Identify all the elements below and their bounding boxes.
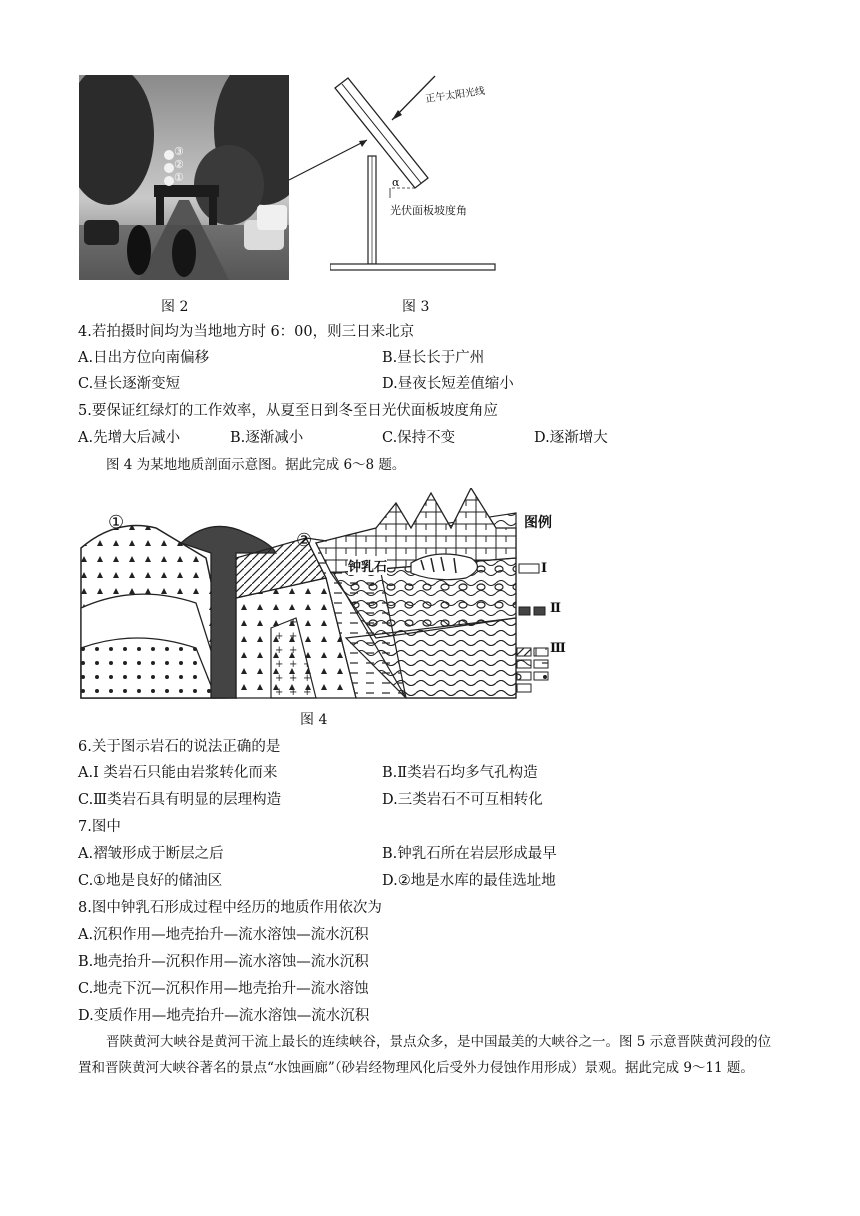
q7-option-a: A.褶皱形成于断层之后 <box>78 846 224 862</box>
q6-option-c: C.Ⅲ类岩石具有明显的层理构造 <box>78 792 282 808</box>
legend-title: 图例 <box>524 515 552 531</box>
marker-2: ② <box>174 158 184 171</box>
q6-option-b: B.Ⅱ类岩石均多气孔构造 <box>382 765 538 781</box>
q6-option-d: D.三类岩石不可互相转化 <box>382 792 543 808</box>
question-5-stem: 5.要保证红绿灯的工作效率，从夏至日到冬至日光伏面板坡度角应 <box>78 403 498 419</box>
marker-1: ① <box>174 171 184 184</box>
figure-2-caption: 图 2 <box>161 299 189 315</box>
q7-option-c: C.①地是良好的储油区 <box>78 873 223 889</box>
fig4-label-1: ① <box>108 512 125 533</box>
angle-symbol: α <box>392 176 400 189</box>
legend-II: Ⅱ <box>550 601 561 616</box>
q4-option-a: A.日出方位向南偏移 <box>78 350 210 366</box>
q8-option-b: B.地壳抬升—沉积作用—流水溶蚀—流水沉积 <box>78 954 369 970</box>
intro-6-8: 图 4 为某地地质剖面示意图。据此完成 6～8 题。 <box>106 457 406 473</box>
q7-option-d: D.②地是水库的最佳选址地 <box>382 873 556 889</box>
question-6-stem: 6.关于图示岩石的说法正确的是 <box>78 739 281 755</box>
q5-option-a: A.先增大后减小 <box>78 430 181 446</box>
figure-4-diagram <box>76 488 596 702</box>
question-7-stem: 7.图中 <box>78 819 121 835</box>
figure-3-diagram <box>330 68 500 283</box>
q4-option-d: D.昼夜长短差值缩小 <box>382 376 514 392</box>
q8-option-d: D.变质作用—地壳抬升—流水溶蚀—流水沉积 <box>78 1008 370 1024</box>
q7-option-b: B.钟乳石所在岩层形成最早 <box>382 846 557 862</box>
q5-option-b: B.逐渐减小 <box>230 430 304 446</box>
q4-option-b: B.昼长长于广州 <box>382 350 485 366</box>
question-8-stem: 8.图中钟乳石形成过程中经历的地质作用依次为 <box>78 900 382 916</box>
legend-I: Ⅰ <box>541 561 548 576</box>
q5-option-c: C.保持不变 <box>382 430 456 446</box>
q6-option-a: A.I 类岩石只能由岩浆转化而来 <box>78 765 278 781</box>
question-4-stem: 4.若拍摄时间均为当地地方时 6：00，则三日来北京 <box>78 324 415 340</box>
figure-2-photo <box>79 75 289 280</box>
q8-option-a: A.沉积作用—地壳抬升—流水溶蚀—流水沉积 <box>78 927 369 943</box>
figure-4-caption: 图 4 <box>300 712 328 728</box>
q5-option-d: D.逐渐增大 <box>534 430 608 446</box>
fig4-label-2: ② <box>296 530 313 551</box>
intro-9-11: 晋陕黄河大峡谷是黄河干流上最长的连续峡谷，景点众多，是中国最美的大峡谷之一。图 5 示意晋陕黄河段的位置和晋陕黄河大峡谷著名的景点“水蚀画廊”（砂岩经物理风化后受外力侵蚀作用形成）景观。据此完成 9～11 题。 <box>78 1034 772 1076</box>
figure-3-caption: 图 3 <box>402 299 430 315</box>
q8-option-c: C.地壳下沉—沉积作用—地壳抬升—流水溶蚀 <box>78 981 369 997</box>
stalactite-label: 钟乳石 <box>348 556 387 575</box>
angle-label: 光伏面板坡度角 <box>390 204 467 217</box>
sun-ray-label: 正午太阳光线 <box>424 85 486 106</box>
legend-III: Ⅲ <box>550 641 566 656</box>
q4-option-c: C.昼长逐渐变短 <box>78 376 181 392</box>
marker-3: ③ <box>174 145 184 158</box>
